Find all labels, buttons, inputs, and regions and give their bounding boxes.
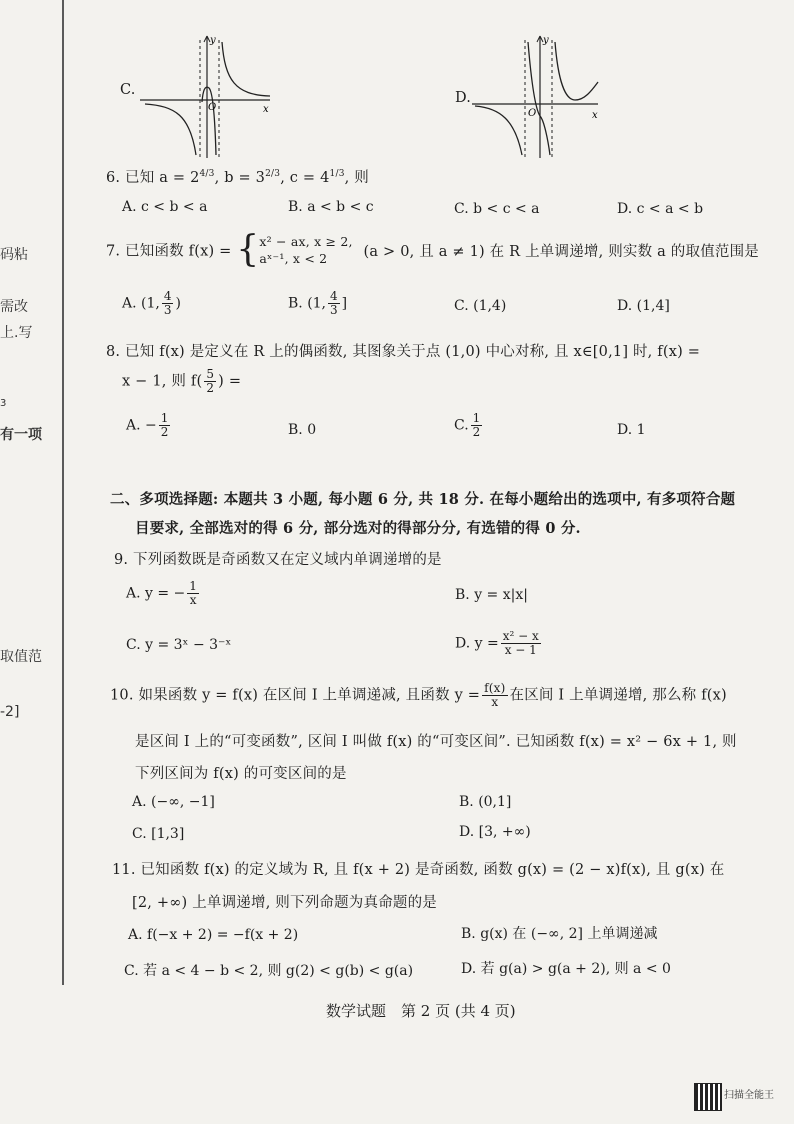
binding-margin-line (62, 0, 64, 985)
q9-option-b: B. y = x|x| (455, 587, 528, 603)
q10-option-b: B. (0,1] (459, 794, 512, 810)
q7-stem: 7. 已知函数 f(x) = {x² − ax, x ≥ 2, aˣ⁻¹, x < 2 (a > 0, 且 a ≠ 1) 在 R 上单调递增, 则实数 a 的取值范围是 (106, 229, 759, 270)
q11-option-a: A. f(−x + 2) = −f(x + 2) (128, 927, 299, 943)
q11-option-d: D. 若 g(a) > g(a + 2), 则 a < 0 (461, 961, 671, 977)
side-fragment: 有一项 (0, 427, 42, 443)
q11-stem-line1: 11. 已知函数 f(x) 的定义域为 R, 且 f(x + 2) 是奇函数, 函数 g(x) = (2 − x)f(x), 且 g(x) 在 (112, 862, 725, 878)
side-fragment: 3 (0, 398, 7, 409)
section2-heading-line2: 目要求, 全部选对的得 6 分, 部分选对的得部分分, 有选错的得 0 分. (135, 520, 581, 537)
q7-option-a: A. (1, $\frac{4}{3}$ ) (122, 289, 181, 317)
side-fragment: 码粘 (0, 247, 28, 263)
q11-stem-line2: [2, +∞) 上单调递增, 则下列命题为真命题的是 (132, 895, 438, 911)
side-fragment: 取值范 (0, 649, 42, 665)
q10-option-d: D. [3, +∞) (459, 824, 531, 840)
q9-option-d: D. y = $\frac{\text{x² − x}}{x - 1}$ (455, 629, 539, 657)
q9-option-a: A. y = − $\frac{1}{x}$ (126, 579, 197, 607)
page-footer: 数学试题 第 2 页 (共 4 页) (326, 1002, 516, 1020)
graph-c (135, 30, 275, 160)
q10-stem-line2: 是区间 I 上的“可变函数”, 区间 I 叫做 f(x) 的“可变区间”. 已知函数 f(x) = x² − 6x + 1, 则 (135, 734, 737, 750)
q6-option-b: B. a < b < c (288, 199, 374, 215)
graph-d (470, 30, 605, 160)
q9-stem: 9. 下列函数既是奇函数又在定义域内单调递增的是 (114, 552, 442, 568)
side-fragment: 需改 (0, 299, 28, 315)
q8-option-b: B. 0 (288, 422, 317, 438)
q6-option-a: A. c < b < a (122, 199, 208, 215)
graph-c-origin: O (208, 102, 217, 113)
q6-option-c: C. b < c < a (454, 201, 540, 217)
graph-d-origin: O (528, 108, 537, 119)
q11-option-b: B. g(x) 在 (−∞, 2] 上单调递减 (461, 926, 658, 942)
q9-option-c: C. y = 3ˣ − 3⁻ˣ (126, 637, 232, 653)
watermark-text: 扫描全能王 (724, 1090, 774, 1101)
q8-stem-line1: 8. 已知 f(x) 是定义在 R 上的偶函数, 其图象关于点 (1,0) 中心对称, 且 x∈[0,1] 时, f(x) = (106, 344, 701, 360)
q11-option-c: C. 若 a < 4 − b < 2, 则 g(2) < g(b) < g(a) (124, 963, 414, 979)
q10-option-c: C. [1,3] (132, 826, 185, 842)
q10-stem-line1: 10. 如果函数 y = f(x) 在区间 I 上单调递减, 且函数 y = $\frac{f(x)}{x}$ 在区间 I 上单调递增, 那么称 f(x) (110, 681, 727, 709)
q6-stem: 6. 已知 $a = 2^{4/3}$, $b = 3^{2/3}$, $c = 4^{1/3}$, 则 (106, 169, 369, 186)
graph-d-x-label: x (592, 110, 598, 121)
q10-stem-line3: 下列区间为 f(x) 的可变区间的是 (135, 766, 347, 782)
graph-d-label: D. (455, 90, 472, 106)
graph-c-x-label: x (263, 104, 269, 115)
graph-c-y-label: y (210, 35, 216, 46)
q7-option-c: C. (1,4) (454, 298, 507, 314)
q8-option-d: D. 1 (617, 422, 646, 438)
q8-option-a: A. − $\frac{1}{2}$ (126, 411, 169, 439)
q8-option-c: C. $\frac{1}{2}$ (454, 411, 481, 439)
graph-c-label: C. (120, 82, 136, 98)
q10-option-a: A. (−∞, −1] (132, 794, 215, 810)
qr-code-icon (694, 1083, 722, 1111)
q8-stem-line2: x − 1, 则 f( $\frac{5}{2}$ ) = (122, 367, 242, 395)
q7-option-b: B. (1, $\frac{4}{3}$ ] (288, 289, 348, 317)
graph-d-y-label: y (543, 35, 549, 46)
side-fragment: 上.写 (0, 325, 33, 341)
section2-heading-line1: 二、多项选择题: 本题共 3 小题, 每小题 6 分, 共 18 分. 在每小题给出的选项中, 有多项符合题 (110, 491, 736, 508)
q7-option-d: D. (1,4] (617, 298, 670, 314)
side-fragment: -2] (0, 704, 20, 720)
q6-option-d: D. c < a < b (617, 201, 704, 217)
